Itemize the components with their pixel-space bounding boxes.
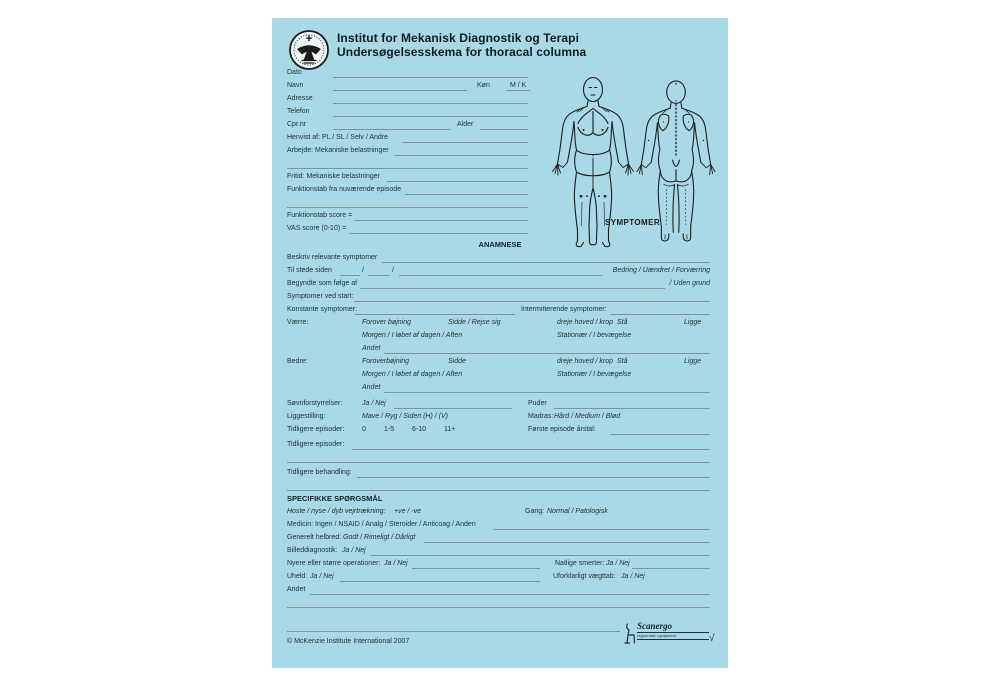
- dato-label: Dato: [287, 69, 302, 76]
- form-title-line1: Institut for Mekanisk Diagnostik og Terapi: [337, 31, 580, 45]
- fritid-blank-line: [387, 181, 528, 182]
- dato-maaned-blank-line: [368, 275, 390, 276]
- dato-blank-line: [333, 77, 528, 78]
- anamnese-heading: ANAMNESE: [478, 240, 522, 249]
- alder-label: Alder: [457, 121, 474, 128]
- symptomer-ved-start-blank-line: [354, 301, 710, 302]
- bedre-andet-label: Andet: [362, 384, 381, 391]
- beskriv-label: Beskriv relevante symptomer: [287, 254, 378, 261]
- konstante-blank-line: [355, 314, 515, 315]
- scanergo-tagline: ergonomic equipment: [637, 633, 709, 640]
- footer-divider-line: [287, 631, 620, 632]
- dato-dag-blank-line: [340, 275, 360, 276]
- operationer-label: Nyere eller større operationer:: [287, 560, 381, 567]
- billeddiagnostik-blank-line: [370, 555, 710, 556]
- bedre-option: Ligge: [684, 358, 702, 365]
- uheld-janej-option: Ja / Nej: [310, 573, 334, 580]
- henvist-blank-line: [402, 142, 528, 143]
- checkmark: √: [709, 633, 715, 644]
- konstante-label: Konstante symptomer:: [287, 306, 358, 313]
- vaerre-option: Ligge: [684, 319, 702, 326]
- sovn-blank-line: [394, 408, 512, 409]
- til-stede-label: Til stede siden: [287, 267, 332, 274]
- billeddiagnostik-label: Billeddiagnostik:: [287, 547, 338, 554]
- funktionstab-score-label: Funktionstab score =: [287, 212, 353, 219]
- bedre-stationaer-option: Stationær / I bevægelse: [557, 371, 632, 378]
- specifikke-heading: SPECIFIKKE SPØRGSMÅL: [287, 494, 383, 503]
- bedre-option: Stå: [617, 358, 628, 365]
- blank-line: [287, 207, 528, 208]
- funktionstab-blank-line: [405, 194, 528, 195]
- hoste-label: Hoste / nyse / dyb vejrtrækning:: [287, 508, 386, 515]
- madras-label: Madras:: [528, 413, 554, 420]
- adresse-label: Adresse: [287, 95, 313, 102]
- medicin-blank-line: [494, 529, 710, 530]
- cprnr-blank-line: [333, 129, 450, 130]
- andet-label: Andet: [287, 586, 306, 593]
- operationer-janej-option: Ja / Nej: [384, 560, 408, 567]
- liggestilling-options: Mave / Ryg / Siden (H) / (V): [362, 413, 448, 420]
- gang-label: Gang:: [525, 508, 545, 515]
- sovn-janej-option: Ja / Nej: [362, 400, 386, 407]
- navn-label: Navn: [287, 82, 304, 89]
- intermitterende-label: Intermitterende symptomer:: [521, 306, 607, 313]
- slash: /: [392, 267, 394, 274]
- vaegttab-janej-option: Ja / Nej: [621, 573, 645, 580]
- uheld-label: Uheld:: [287, 573, 308, 580]
- alder-blank-line: [480, 129, 528, 130]
- natlige-smerter-label: Natlige smerter:: [555, 560, 605, 567]
- vaerre-andet-blank-line: [384, 353, 710, 354]
- helbred-blank-line: [424, 542, 710, 543]
- natlige-blank-line: [632, 568, 710, 569]
- scanergo-logo: [623, 621, 709, 640]
- slash: /: [362, 267, 364, 274]
- intermitterende-blank-line: [610, 314, 710, 315]
- madras-options: Hård / Medium / Blød: [554, 413, 621, 420]
- bedre-option: Sidde: [448, 358, 466, 365]
- form-title-line2: Undersøgelsesskema for thoracal columna: [337, 45, 587, 59]
- mckenzie-institute-seal-icon: [288, 29, 330, 71]
- natlige-janej-option: Ja / Nej: [606, 560, 630, 567]
- til-stede-blank-line: [399, 275, 602, 276]
- hoste-options: +ve / -ve: [394, 508, 422, 515]
- forste-episode-blank-line: [610, 434, 710, 435]
- uheld-blank-line: [340, 581, 540, 582]
- kon-blank-line: [506, 90, 530, 91]
- helbred-options: Godt / Rimeligt / Dårligt: [343, 534, 416, 541]
- bedre-option: dreje hoved / krop: [557, 358, 614, 365]
- scanergo-chair-icon: [623, 623, 635, 647]
- vaerre-option: dreje hoved / krop: [557, 319, 614, 326]
- bedre-andet-blank-line: [384, 392, 710, 393]
- tidligere-episoder-label: Tidligere episoder:: [287, 426, 345, 433]
- vaerre-option: Forover bøjning: [362, 319, 412, 326]
- forste-episode-label: Første episode årstal:: [528, 426, 596, 433]
- bedre-option: Foroverbøjning: [362, 358, 410, 365]
- sovn-label: Søvnforstyrrelser:: [287, 400, 343, 407]
- puder-label: Puder: [528, 400, 547, 407]
- operationer-blank-line: [412, 568, 540, 569]
- vaerre-option: Sidde / Rejse sig: [448, 319, 501, 326]
- fritid-label: Fritid: Mekaniske belastninger: [287, 173, 380, 180]
- tidligere-episoder2-label: Tidligere episoder:: [287, 441, 345, 448]
- tidligere-episoder-blank-line: [352, 449, 710, 450]
- uden-grund-option: / Uden grund: [669, 280, 710, 287]
- kon-options: M / K: [510, 82, 527, 89]
- arbejde-label: Arbejde: Mekaniske belastninger: [287, 147, 389, 154]
- bedre-tid-option: Morgen / I løbet af dagen / Aften: [362, 371, 463, 378]
- cprnr-label: Cpr.nr: [287, 121, 307, 128]
- telefon-blank-line: [333, 116, 528, 117]
- puder-blank-line: [554, 408, 710, 409]
- helbred-label: Generelt helbred:: [287, 534, 342, 541]
- blank-line: [287, 490, 710, 491]
- billeddiagnostik-janej-option: Ja / Nej: [342, 547, 366, 554]
- blank-line: [287, 462, 710, 463]
- medicin-label: Medicin: Ingen / NSAID / Analg / Steroider / Anticoag / Anden: [287, 521, 476, 528]
- begyndte-blank-line: [360, 288, 665, 289]
- vaerre-andet-label: Andet: [362, 345, 381, 352]
- scanergo-brand-text: Scanergo: [637, 621, 709, 633]
- gang-options: Normal / Patologisk: [547, 508, 608, 515]
- vaerre-label: Værre:: [287, 319, 309, 326]
- beskriv-blank-line: [382, 262, 710, 263]
- vaerre-stationaer-option: Stationær / I bevægelse: [557, 332, 632, 339]
- copyright-text: © McKenzie Institute International 2007: [287, 638, 410, 645]
- adresse-blank-line: [333, 103, 528, 104]
- funktionstab-label: Funktionstab fra nuværende episode: [287, 186, 402, 193]
- symptomer-label: SYMPTOMER: [605, 218, 661, 227]
- blank-line: [287, 607, 710, 608]
- vas-score-blank-line: [350, 233, 528, 234]
- arbejde-blank-line: [394, 155, 528, 156]
- symptomer-ved-start-label: Symptomer ved start:: [287, 293, 354, 300]
- vaegttab-label: Uforklarligt vægttab:: [553, 573, 616, 580]
- vas-score-label: VAS score (0-10) =: [287, 225, 347, 232]
- episode-option: 11+: [444, 426, 456, 433]
- navn-blank-line: [333, 90, 467, 91]
- funktionstab-score-blank-line: [354, 220, 528, 221]
- liggestilling-label: Liggestilling:: [287, 413, 326, 420]
- tidligere-behandling-blank-line: [357, 477, 710, 478]
- vaerre-option: Stå: [617, 319, 628, 326]
- episode-option: 6-10: [412, 426, 427, 433]
- vaerre-tid-option: Morgen / I løbet af dagen / Aften: [362, 332, 463, 339]
- episode-option: 1-5: [384, 426, 395, 433]
- bedre-label: Bedre:: [287, 358, 308, 365]
- form-sheet: [272, 18, 728, 668]
- begyndte-label: Begyndte som følge af: [287, 280, 358, 287]
- kon-label: Køn: [477, 82, 490, 89]
- henvist-label: Henvist af: PL / SL / Selv / Andre: [287, 134, 389, 141]
- telefon-label: Telefon: [287, 108, 310, 115]
- andet-blank-line: [310, 594, 710, 595]
- blank-line: [287, 168, 528, 169]
- bedring-options: Bedring / Uændret / Forværring: [612, 267, 710, 274]
- tidligere-behandling-label: Tidligere behandling:: [287, 469, 352, 476]
- episode-option: 0: [362, 426, 366, 433]
